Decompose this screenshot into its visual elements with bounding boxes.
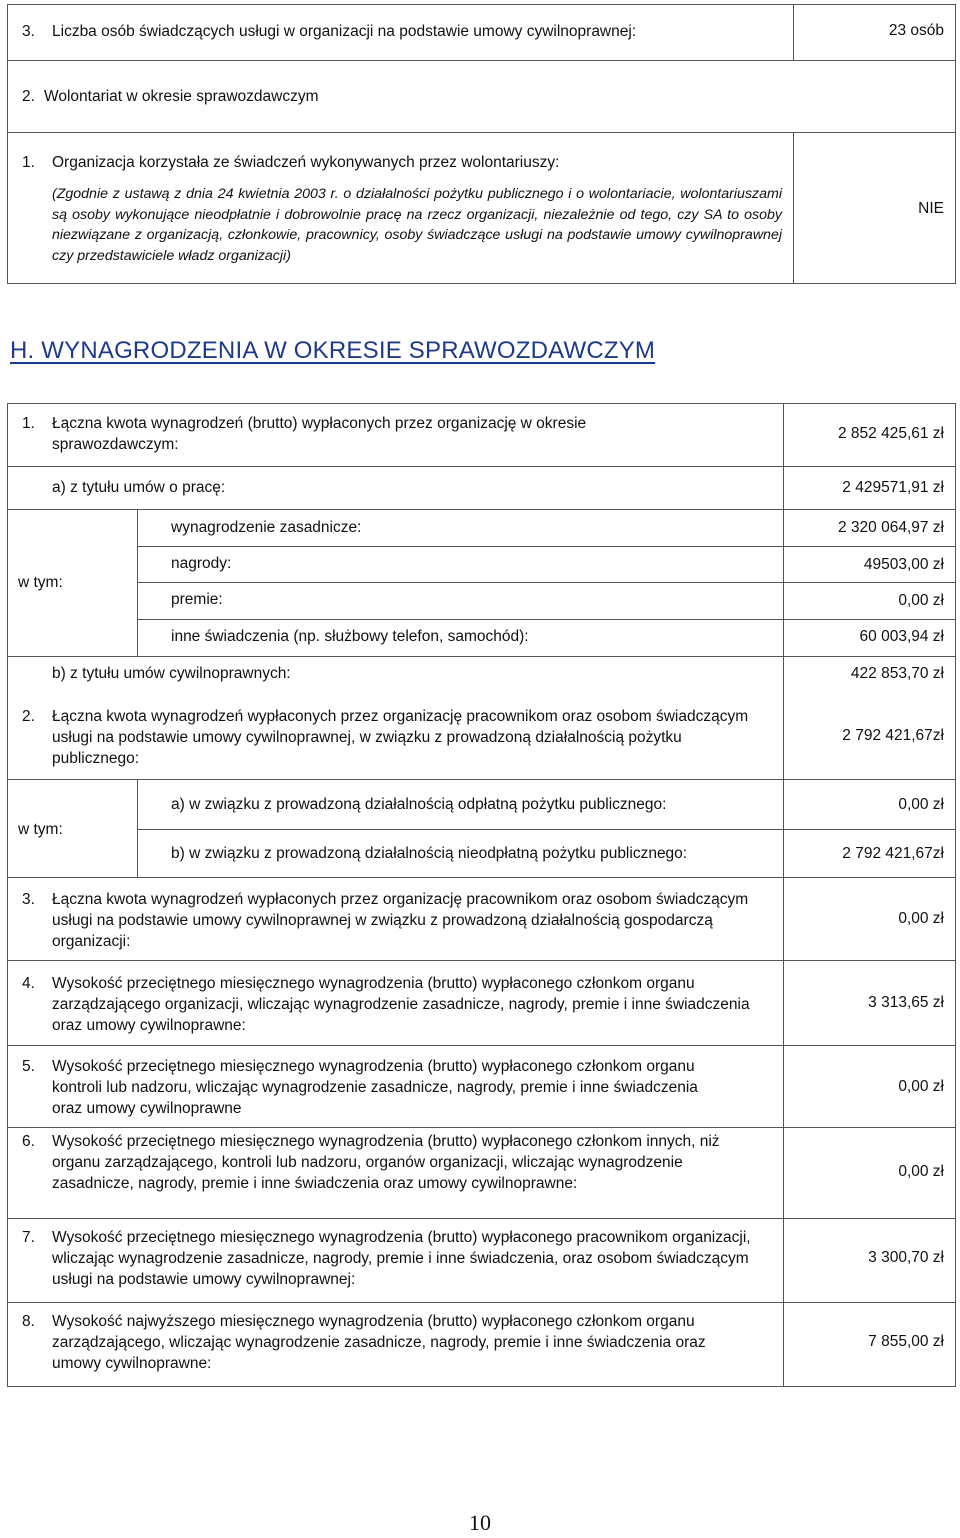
paid-activity-label: a) w związku z prowadzoną działalnością odpłatną pożytku publicznego:	[171, 796, 667, 813]
volunteer-question-label: Organizacja korzystała ze świadczeń wykonywanych przez wolontariuszy:	[52, 154, 560, 171]
row-divider	[137, 829, 956, 830]
other-benefits-label: inne świadczenia (np. służbowy telefon, samochód):	[171, 628, 529, 645]
row-divider	[7, 779, 956, 780]
row-divider	[7, 1302, 956, 1303]
item-number: 8.	[22, 1313, 35, 1330]
row-divider	[7, 509, 956, 510]
supervisory-avg-salary-label: Wysokość przeciętnego miesięcznego wynagrodzenia (brutto) wypłaconego członkom organu kontroli lub nadzoru, wliczając wynagrodzenie zasadnicze, nagrody, premie i inne świadczenia oraz umowy cywilnoprawne	[52, 1058, 698, 1117]
row-divider	[137, 582, 956, 583]
awards-label: nagrody:	[171, 555, 232, 572]
row-divider	[137, 546, 956, 547]
item-number: 4.	[22, 975, 35, 992]
employment-contracts-label: a) z tytułu umów o pracę:	[52, 479, 226, 496]
item-number: 2.	[22, 708, 35, 725]
other-bodies-avg-salary-label: Wysokość przeciętnego miesięcznego wynagrodzenia (brutto) wypłaconego członkom innych, niż organu zarządzającego, kontroli lub nadzoru, organów organizacji, wliczając wynagrodzenie zasadnicze, nagrody, premie i inne świadczenia oraz umowy cywilnoprawne:	[52, 1133, 720, 1192]
other-bodies-avg-salary-value: 0,00 zł	[898, 1163, 944, 1180]
col-divider	[137, 779, 138, 877]
item-number: 1.	[22, 415, 35, 432]
business-activity-salaries-label: Łączna kwota wynagrodzeń wypłaconych przez organizację pracownikom oraz osobom świadczącym usługi na podstawie umowy cywilnoprawnej w związku z prowadzoną działalnością gospodarczą organizacji:	[52, 891, 749, 950]
civil-contracts-label: b) z tytułu umów cywilnoprawnych:	[52, 665, 291, 682]
total-salaries-value: 2 852 425,61 zł	[837, 425, 944, 442]
item-number: 3.	[22, 891, 35, 908]
public-benefit-salaries-value: 2 792 421,67zł	[842, 727, 944, 744]
row-number: 3.	[22, 23, 35, 40]
row-divider	[7, 60, 956, 61]
board-max-salary-value: 7 855,00 zł	[868, 1333, 944, 1350]
row-divider	[7, 1127, 956, 1128]
row-number: 1.	[22, 154, 35, 171]
row-divider	[7, 656, 956, 657]
row-divider	[7, 877, 956, 878]
civil-contracts-value: 422 853,70 zł	[850, 665, 944, 682]
employment-contracts-value: 2 429571,91 zł	[842, 479, 944, 496]
item-number: 6.	[22, 1133, 35, 1150]
public-benefit-salaries-label: Łączna kwota wynagrodzeń wypłaconych przez organizację pracownikom oraz osobom świadczącym usługi na podstawie umowy cywilnoprawnej, w związku z prowadzoną działalnością pożytku publicznego:	[52, 708, 749, 767]
contract-persons-label: Liczba osób świadczących usługi w organizacji na podstawie umowy cywilnoprawnej:	[52, 23, 637, 40]
row-divider	[137, 619, 956, 620]
employees-avg-salary-label: Wysokość przeciętnego miesięcznego wynagrodzenia (brutto) wypłaconego pracownikom organizacji, wliczając wynagrodzenie zasadnicze, nagrody, premie i inne świadczenia, oraz osobom świadczącym usługi na podstawie umowy cywilnoprawnej:	[52, 1229, 751, 1288]
volunteer-answer: NIE	[918, 200, 944, 217]
bonuses-value: 0,00 zł	[898, 592, 944, 609]
business-activity-salaries-value: 0,00 zł	[898, 910, 944, 927]
base-salary-value: 2 320 064,97 zł	[837, 519, 944, 536]
section-heading: H. WYNAGRODZENIA W OKRESIE SPRAWOZDAWCZYM	[10, 337, 656, 364]
contract-persons-value: 23 osób	[888, 22, 944, 39]
volunteer-definition-note: (Zgodnie z ustawą z dnia 24 kwietnia 2003 r. o działalności pożytku publicznego i o wolontariacie, wolontariuszami są osoby wykonujące nieodpłatnie i dobrowolnie pracę na rzecz organizacji, niezależnie od tego, czy SA to osoby niezwiązane z organizacją, członkowie, pracownicy, osoby świadczące usługi na podstawie umowy cywilnoprawnej czy przedstawiciele władz organizacji)	[52, 186, 782, 264]
unpaid-activity-value: 2 792 421,67zł	[842, 845, 944, 862]
row-divider	[7, 132, 956, 133]
employees-avg-salary-value: 3 300,70 zł	[868, 1249, 944, 1266]
board-avg-salary-label: Wysokość przeciętnego miesięcznego wynagrodzenia (brutto) wypłaconego członkom organu zarządzającego organizacji, wliczając wynagrodzenie zasadnicze, nagrody, premie i inne świadczenia oraz umowy cywilnoprawne:	[52, 975, 750, 1034]
total-salaries-label: Łączna kwota wynagrodzeń (brutto) wypłaconych przez organizację w okresie sprawozdawczym:	[52, 415, 587, 453]
paid-activity-value: 0,00 zł	[898, 796, 944, 813]
other-benefits-value: 60 003,94 zł	[859, 628, 944, 645]
page-number: 10	[469, 1510, 491, 1535]
item-number: 7.	[22, 1229, 35, 1246]
row-divider	[7, 466, 956, 467]
bonuses-label: premie:	[171, 591, 223, 608]
row-divider	[7, 1218, 956, 1219]
col-divider	[783, 403, 784, 1387]
unpaid-activity-label: b) w związku z prowadzoną działalnością nieodpłatną pożytku publicznego:	[171, 845, 688, 862]
volunteering-section-title: Wolontariat w okresie sprawozdawczym	[44, 88, 319, 105]
row-divider	[7, 1045, 956, 1046]
base-salary-label: wynagrodzenie zasadnicze:	[171, 519, 362, 536]
awards-value: 49503,00 zł	[863, 556, 944, 573]
col-divider	[137, 509, 138, 656]
section-number: 2.	[22, 88, 35, 105]
including-label: w tym:	[18, 821, 63, 838]
including-label: w tym:	[18, 574, 63, 591]
supervisory-avg-salary-value: 0,00 zł	[898, 1078, 944, 1095]
col-divider	[793, 132, 794, 284]
board-max-salary-label: Wysokość najwyższego miesięcznego wynagrodzenia (brutto) wypłaconego członkom organu zarządzającego, wliczając wynagrodzenie zasadnicze, nagrody, premie i inne świadczenia oraz umowy cywilnoprawne:	[52, 1313, 706, 1372]
row-divider	[7, 960, 956, 961]
board-avg-salary-value: 3 313,65 zł	[868, 994, 944, 1011]
col-divider	[793, 4, 794, 60]
item-number: 5.	[22, 1058, 35, 1075]
